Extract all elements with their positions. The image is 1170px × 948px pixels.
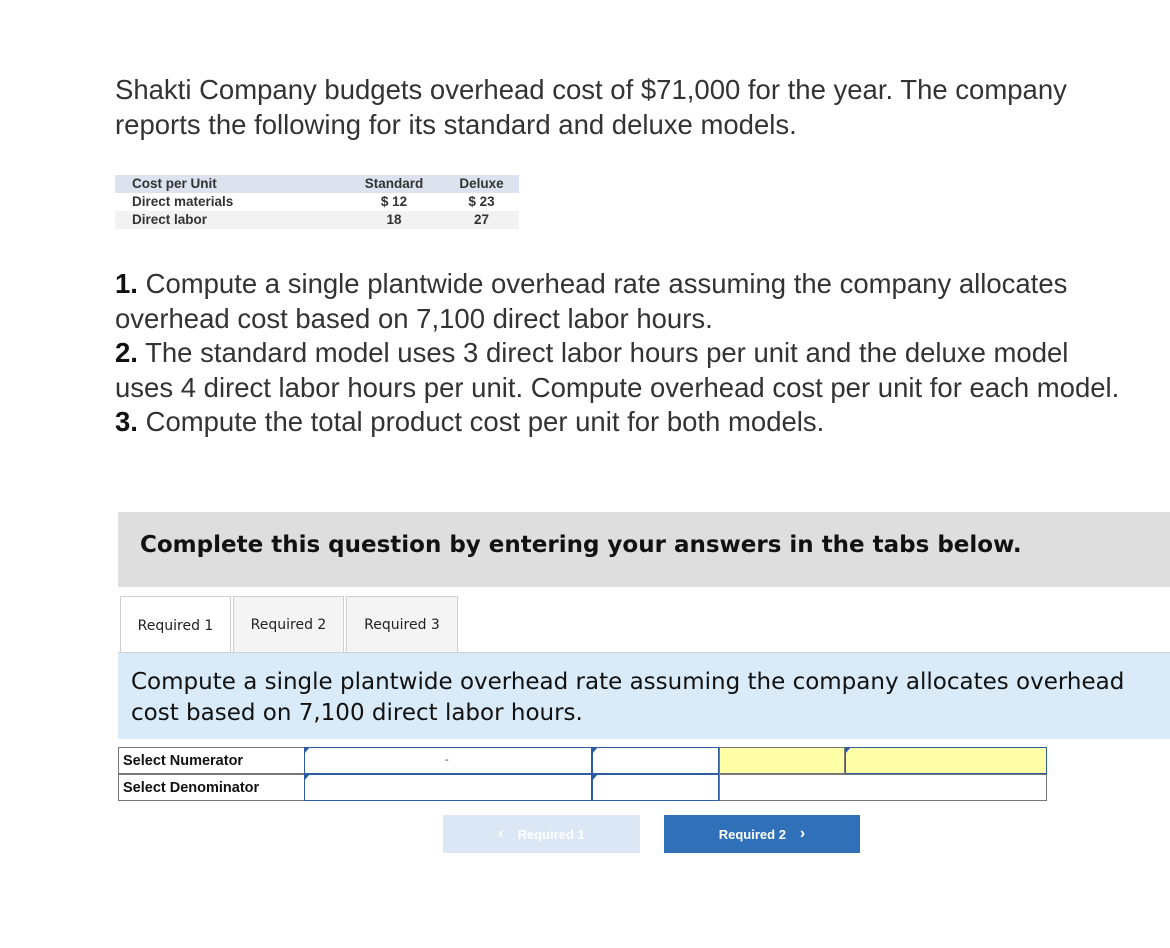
empty-result-cell xyxy=(719,774,1047,801)
problem-intro: Shakti Company budgets overhead cost of $71,000 for the year. The company reports the following for its standard and deluxe models. xyxy=(115,74,1067,140)
question-2 xyxy=(115,336,1125,405)
numerator-select[interactable] xyxy=(304,747,592,774)
input-flag-icon xyxy=(592,774,598,781)
standard-value: 18 xyxy=(344,211,444,229)
row-label: Direct labor xyxy=(115,211,344,229)
denominator-value-input[interactable] xyxy=(592,774,719,801)
next-label: Required 2 xyxy=(718,826,786,842)
denominator-select[interactable] xyxy=(304,774,592,801)
instructions-banner xyxy=(118,512,1170,587)
result-label-cell xyxy=(719,747,845,774)
question-list xyxy=(115,267,1125,440)
previous-label: Required 1 xyxy=(517,826,585,842)
cost-table-header-label: Cost per Unit xyxy=(115,175,344,193)
tab-required-2[interactable]: Required 2 xyxy=(233,596,344,652)
deluxe-value: $ 23 xyxy=(444,193,519,211)
question-text: Compute a single plantwide overhead rate assuming the company allocates overhead cost based on 7,100 direct labor hours. xyxy=(115,268,1068,334)
tab-instruction-panel xyxy=(118,653,1170,739)
previous-required-button[interactable] xyxy=(443,815,640,853)
overhead-rate-input[interactable] xyxy=(845,747,1047,774)
tab-required-1[interactable]: Required 1 xyxy=(120,596,231,654)
deluxe-value: 27 xyxy=(444,211,519,229)
numerator-value-input[interactable] xyxy=(592,747,719,774)
table-row xyxy=(115,211,519,229)
cost-table-header-standard: Standard xyxy=(344,175,444,193)
tab-instruction-text: Compute a single plantwide overhead rate assuming the company allocates overhead cost based on 7,100 direct labor hours. xyxy=(131,669,1125,726)
numerator-label: Select Numerator xyxy=(118,747,304,774)
chevron-right-icon: › xyxy=(799,825,806,842)
question-3 xyxy=(115,405,1125,440)
cost-table-header xyxy=(115,175,519,193)
row-label: Direct materials xyxy=(115,193,344,211)
divider-mark: - xyxy=(445,754,449,766)
dropdown-flag-icon xyxy=(304,747,310,754)
table-row xyxy=(115,193,519,211)
next-required-button[interactable] xyxy=(664,815,860,853)
dropdown-flag-icon xyxy=(304,774,310,781)
question-number: 2. xyxy=(115,337,138,368)
banner-text: Complete this question by entering your answers in the tabs below. xyxy=(140,532,1022,558)
cost-table xyxy=(115,175,519,229)
tab-required-3[interactable]: Required 3 xyxy=(346,596,458,652)
chevron-left-icon: ‹ xyxy=(498,825,504,842)
question-number: 3. xyxy=(115,406,138,437)
standard-value: $ 12 xyxy=(344,193,444,211)
question-number: 1. xyxy=(115,268,138,299)
question-text: Compute the total product cost per unit for both models. xyxy=(137,406,825,437)
question-text: The standard model uses 3 direct labor hours per unit and the deluxe model uses 4 direct labor hours per unit. Compute overhead cost per unit for each model. xyxy=(115,337,1120,403)
question-1 xyxy=(115,267,1125,336)
cost-table-header-deluxe: Deluxe xyxy=(444,175,519,193)
denominator-label: Select Denominator xyxy=(118,774,304,801)
input-flag-icon xyxy=(592,747,598,754)
input-flag-icon xyxy=(845,747,851,754)
